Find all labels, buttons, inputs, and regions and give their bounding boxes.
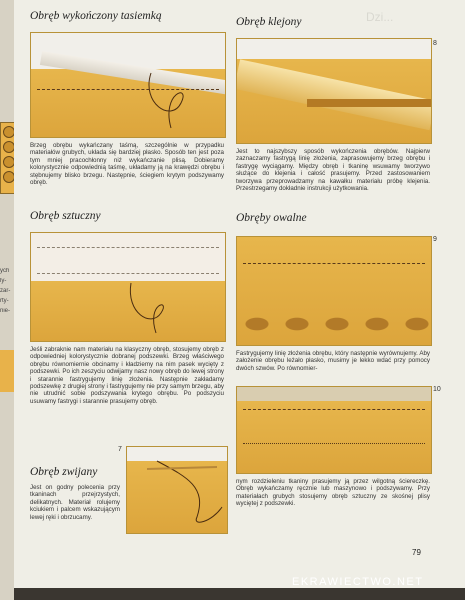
show-through-text: Dzi... xyxy=(366,10,394,24)
photo-tape-hem xyxy=(30,32,226,138)
edge-text-fragment: zar- xyxy=(0,288,11,294)
book-page xyxy=(14,0,465,588)
edge-text-fragment: ly- xyxy=(0,278,7,284)
figure-number: 10 xyxy=(433,386,441,393)
photo-glued-hem xyxy=(236,38,432,144)
section-text-rolled: Jest on godny polecenia przy tkaninach przejrzystych, delikatnych. Materiał rolujemy kciukiem i palcem wskazującym lewej ręki i obrzucamy. xyxy=(30,484,120,521)
thread-icon xyxy=(31,233,225,341)
section-text-glued: Jest to najszybszy sposób wykończenia obrębów. Najpierw zaznaczamy fastrygą linię złożenia, zaprasowujemy brzeg obrębu i fastrygę wyciągamy. Między obręb i tkaninę wsuwamy tworzywo służące do klejenia i całość prasujemy. Przed zastosowaniem tworzywa przeprowadzamy na kawałku materiału próbę klejenia. Przestrzegamy dokładnie instrukcji użytkowania. xyxy=(236,148,430,193)
section-title-false-hem: Obręb sztuczny xyxy=(30,210,101,222)
section-title-rolled: Obręb zwijany xyxy=(30,466,98,478)
photo-oval-hem-bottom xyxy=(236,386,432,474)
page-number: 79 xyxy=(412,548,421,557)
watermark: EKRAWIECTWO.NET xyxy=(292,576,424,588)
section-title-glued: Obręb klejony xyxy=(236,16,302,28)
photo-oval-hem-top xyxy=(236,236,432,346)
figure-number: 7 xyxy=(118,446,122,453)
section-title-tape: Obręb wykończony tasiemką xyxy=(30,10,162,22)
section-text-tape: Brzeg obrębu wykańczany taśmą, szczególnie w przypadku materiałów grubych, układa się bardziej płasko. Sposób ten jest poza tym mniej pracochłonny niż wykańczanie plisą. Dobieramy kolorystycznie odpowiednią taśmę, układamy ją na krawędzi obrębu i stębnujemy blisko brzegu. Następnie, ściegiem krytym podszywamy obręb. xyxy=(30,142,224,187)
photo-rolled-hem xyxy=(126,446,228,534)
edge-text-fragment: nie- xyxy=(0,308,11,314)
edge-text-fragment: rty- xyxy=(0,298,9,304)
section-title-oval: Obręby owalne xyxy=(236,212,307,224)
thread-icon xyxy=(31,33,225,137)
previous-page-edge xyxy=(0,0,14,600)
figure-number: 9 xyxy=(433,236,437,243)
edge-text-fragment: ych xyxy=(0,268,10,274)
section-text-oval-bottom: nym rozdzieleniu tkaniny prasujemy ją przez wilgotną ściereczkę. Obręb wykańczamy ręcznie lub maszynowo i podszywamy. Przy materiałach grubych stosujemy obręb sztuczny ze skośnej plisy wyciętej z podszewki. xyxy=(236,478,430,508)
section-text-false-hem: Jeśli zabraknie nam materiału na klasyczny obręb, stosujemy obręb z odpowiedniej kolorystycznie dobranej podszewki. Brzeg właściwego obrębu równomiernie obcinamy i kładziemy na nim pasek wycięty z podszewki. Po ich zeszyciu odwijamy nasz nowy obręb do lewej strony i starannie fastrygujemy linię złożenia. Następnie zakładamy podszewkę z drugiej strony i fastrygujemy nie przy samym brzegu, aby nie utrudnić sobie podszywania krytego obrębu. Po podszyciu usuwamy fastrygi i starannie prasujemy obręb. xyxy=(30,346,224,405)
decorative-ornament xyxy=(0,350,14,392)
section-text-oval-top: Fastrygujemy linię złożenia obrębu, który następnie wyrównujemy. Aby założenie obrębu leżało płasko, musimy je lekko wdać przy pomocy dwóch szwów. Po równomier- xyxy=(236,350,430,372)
figure-number: 8 xyxy=(433,40,437,47)
photo-false-hem xyxy=(30,232,226,342)
thread-icon xyxy=(127,447,227,533)
